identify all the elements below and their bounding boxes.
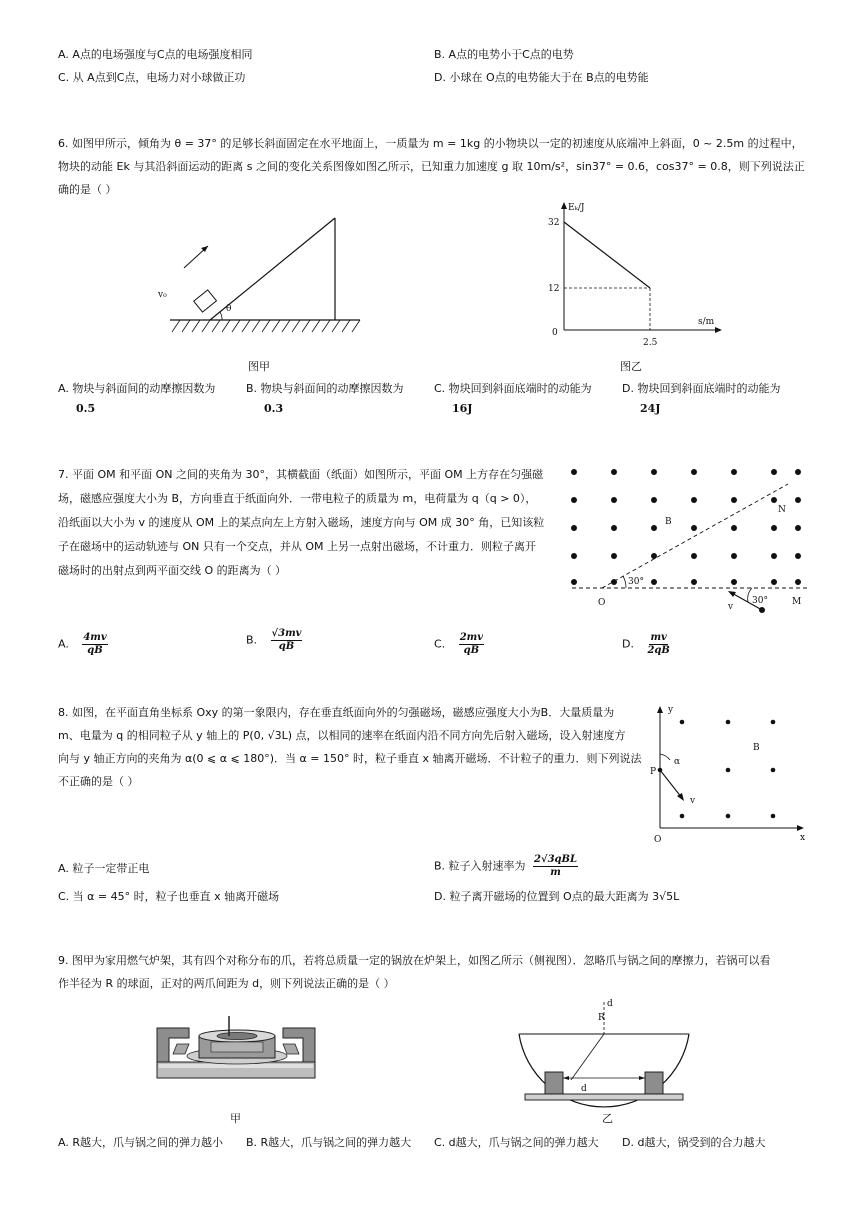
field-dot: [691, 579, 697, 585]
q9-fig2-caption: 乙: [602, 1112, 613, 1125]
field-dot: [731, 469, 737, 475]
q5-option-c: C. 从 A点到C点，电场力对小球做正功: [58, 71, 246, 84]
field-dot: [611, 525, 617, 531]
q9-stem-line1: 9. 图甲为家用燃气炉架，其有四个对称分布的爪，若将总质量一定的锅放在炉架上，如图乙所示（侧视图）．忽略爪与锅之间的摩擦力，若锅可以看: [58, 954, 771, 967]
q6-fig2-caption: 图乙: [620, 360, 642, 373]
q6-option-d-line2: 24J: [640, 402, 661, 415]
q6-fig2-origin: 0: [552, 328, 558, 338]
q8-figure-coordinate-field: [640, 700, 815, 845]
q6-fig2-ylabel: Eₖ/J: [568, 203, 585, 213]
field-dot: [691, 525, 697, 531]
q6-option-c-line1: C. 物块回到斜面底端时的动能为: [434, 382, 592, 395]
field-dot: [571, 497, 577, 503]
q6-option-a-line2: 0.5: [76, 402, 96, 415]
field-dot: [691, 497, 697, 503]
q9-fig2-d-top-label: d: [607, 999, 613, 1009]
q6-fig1-v0-label: v₀: [158, 290, 167, 300]
q8-fig-O-label: O: [654, 835, 662, 845]
q6-stem-line2: 物块的动能 Ek 与其沿斜面运动的距离 s 之间的变化关系图像如图乙所示，已知重力加速度 g 取 10m/s²，sin37° = 0.6，cos37° = 0.8，则下列说法正: [58, 160, 805, 173]
field-dot: [651, 497, 657, 503]
q6-fig2-tick-2-5: 2.5: [643, 338, 658, 348]
q8-option-b-num: 2√3qBL: [534, 854, 578, 865]
q7-fig-v-label: v: [728, 602, 734, 612]
field-dot: [571, 579, 577, 585]
field-dot: [651, 579, 657, 585]
field-dot: [571, 525, 577, 531]
field-dot: [731, 525, 737, 531]
q5-option-b: B. A点的电势小于C点的电势: [434, 48, 574, 61]
field-dot: [611, 553, 617, 559]
field-dot: [731, 579, 737, 585]
field-dot: [691, 469, 697, 475]
q9-fig2-d-bottom-label: d: [581, 1084, 587, 1094]
q5-option-d: D. 小球在 O点的电势能大于在 B点的电势能: [434, 71, 649, 84]
q7-option-a-num: 4mv: [83, 632, 107, 643]
q9-figure-pot-side: [515, 1000, 695, 1105]
q7-option-a: [58, 632, 108, 657]
q9-figure-stove: [155, 1014, 320, 1084]
field-dot: [731, 553, 737, 559]
field-dot: [771, 553, 777, 559]
q8-option-d: D. 粒子离开磁场的位置到 O点的最大距离为 3√5L: [434, 890, 680, 903]
field-dot: [795, 525, 801, 531]
q7-stem-line1: 7. 平面 OM 和平面 ON 之间的夹角为 30°，其横截面（纸面）如图所示，平面 OM 上方存在匀强磁: [58, 468, 544, 481]
q8-fig-v-label: v: [690, 796, 696, 806]
q7-fig-N-label: N: [778, 505, 786, 515]
q9-fig1-caption: 甲: [230, 1112, 241, 1125]
q8-stem-line2: m、电量为 q 的相同粒子从 y 轴上的 P(0, √3L) 点，以相同的速率在纸面内沿不同方向先后射入磁场，设入射速度方: [58, 729, 626, 742]
field-dot: [771, 469, 777, 475]
q7-option-c-den: qB: [463, 645, 480, 656]
q8-fig-P-label: P: [650, 767, 657, 777]
field-dot: [611, 469, 617, 475]
q7-option-b-label: B.: [246, 633, 258, 647]
q6-option-b-line2: 0.3: [264, 402, 284, 415]
field-dot: [651, 553, 657, 559]
q6-fig1-caption: 图甲: [248, 360, 270, 373]
q6-fig2-xlabel: s/m: [698, 317, 715, 327]
q7-fig-angle1: 30°: [628, 577, 644, 587]
q6-fig2-tick-12: 12: [548, 284, 560, 294]
q7-option-d-label: D.: [622, 637, 634, 651]
q6-option-b-line1: B. 物块与斜面间的动摩擦因数为: [246, 382, 404, 395]
q6-figure-incline: [150, 210, 380, 340]
q7-stem-line2: 场，磁感应强度大小为 B，方向垂直于纸面向外．一带电粒子的质量为 m，电荷量为 q（q > 0），: [58, 492, 537, 505]
q7-option-c-label: C.: [434, 637, 446, 651]
field-dot: [651, 469, 657, 475]
field-dot: [795, 469, 801, 475]
q8-option-a: A. 粒子一定带正电: [58, 862, 150, 875]
field-dot: [691, 553, 697, 559]
q7-option-c-num: 2mv: [459, 632, 484, 643]
q8-fig-B-label: B: [753, 743, 760, 753]
q9-option-d: D. d越大，锅受到的合力越大: [622, 1136, 766, 1149]
q9-stem-line2: 作半径为 R 的球面，正对的两爪间距为 d，则下列说法正确的是（ ）: [58, 977, 395, 990]
q7-option-b-num: √3mv: [271, 628, 302, 639]
q6-fig2-series-line: [564, 222, 650, 288]
q7-option-d-num: mv: [650, 632, 667, 643]
q8-stem-line4: 不正确的是（ ）: [58, 775, 139, 788]
q8-stem-line3: 向与 y 轴正方向的夹角为 α(0 ⩽ α ⩽ 180°)．当 α = 150° 时，粒子垂直 x 轴离开磁场．不计粒子的重力．则下列说法: [58, 752, 642, 765]
q7-fig-B-label: B: [665, 517, 672, 527]
field-dot: [571, 553, 577, 559]
q7-option-a-den: qB: [87, 645, 103, 656]
q9-option-a: A. R越大，爪与锅之间的弹力越小: [58, 1136, 223, 1149]
q6-option-c-line2: 16J: [452, 402, 473, 415]
field-dot: [795, 497, 801, 503]
q8-fig-alpha-label: α: [674, 757, 681, 767]
q7-stem-line3: 沿纸面以大小为 v 的速度从 OM 上的某点向左上方射入磁场，速度方向与 OM 成 30° 角，已知该粒: [58, 516, 545, 529]
q6-stem-line3: 确的是（ ）: [58, 183, 117, 196]
q8-fig-y-label: y: [668, 705, 674, 715]
field-dot: [795, 579, 801, 585]
q8-stem-line1: 8. 如图，在平面直角坐标系 Oxy 的第一象限内，存在垂直纸面向外的匀强磁场，磁感应强度大小为B．大量质量为: [58, 706, 615, 719]
q7-option-a-label: A.: [58, 637, 69, 651]
q7-option-d-den: 2qB: [647, 645, 670, 656]
q7-stem-line4: 子在磁场中的运动轨迹与 ON 只有一个交点，并从 OM 上另一点射出磁场，不计重力．则粒子离开: [58, 540, 537, 553]
q9-fig2-R-label: R: [598, 1013, 605, 1023]
q8-fig-x-label: x: [800, 833, 806, 843]
q8-option-b: [434, 854, 578, 879]
q6-option-a-line1: A. 物块与斜面间的动摩擦因数为: [58, 382, 216, 395]
q6-fig2-tick-32: 32: [548, 218, 560, 228]
q7-figure-magnetic-field: [562, 462, 812, 622]
q9-option-b: B. R越大，爪与锅之间的弹力越大: [246, 1136, 412, 1149]
field-dot: [611, 497, 617, 503]
q7-option-d: [622, 632, 670, 657]
field-dot: [651, 525, 657, 531]
q7-option-b-den: qB: [278, 641, 295, 652]
field-dot: [771, 579, 777, 585]
field-dot: [731, 497, 737, 503]
q8-option-c: C. 当 α = 45° 时，粒子也垂直 x 轴离开磁场: [58, 890, 280, 903]
q6-figure-ek-graph: [540, 198, 730, 348]
q7-fig-O-label: O: [598, 598, 606, 608]
q7-option-c: [434, 632, 484, 657]
field-dot: [771, 525, 777, 531]
q7-option-b: [246, 628, 302, 653]
field-dot: [771, 497, 777, 503]
q5-option-a: A. A点的电场强度与C点的电场强度相同: [58, 48, 253, 61]
q7-fig-angle2: 30°: [752, 596, 768, 606]
field-dot: [571, 469, 577, 475]
q7-fig-M-label: M: [792, 597, 802, 607]
q9-option-c: C. d越大，爪与锅之间的弹力越大: [434, 1136, 599, 1149]
q6-option-d-line1: D. 物块回到斜面底端时的动能为: [622, 382, 781, 395]
q8-option-b-label: B. 粒子入射速率为: [434, 859, 526, 873]
q7-stem-line5: 磁场时的出射点到两平面交线 O 的距离为（ ）: [58, 564, 287, 577]
q6-fig1-theta-label: θ: [226, 304, 232, 314]
q6-stem-line1: 6. 如图甲所示，倾角为 θ = 37° 的足够长斜面固定在水平地面上，一质量为 m = 1kg 的小物块以一定的初速度从底端冲上斜面，0 ~ 2.5m 的过程中，: [58, 137, 803, 150]
field-dot: [795, 553, 801, 559]
q8-option-b-den: m: [550, 867, 561, 878]
